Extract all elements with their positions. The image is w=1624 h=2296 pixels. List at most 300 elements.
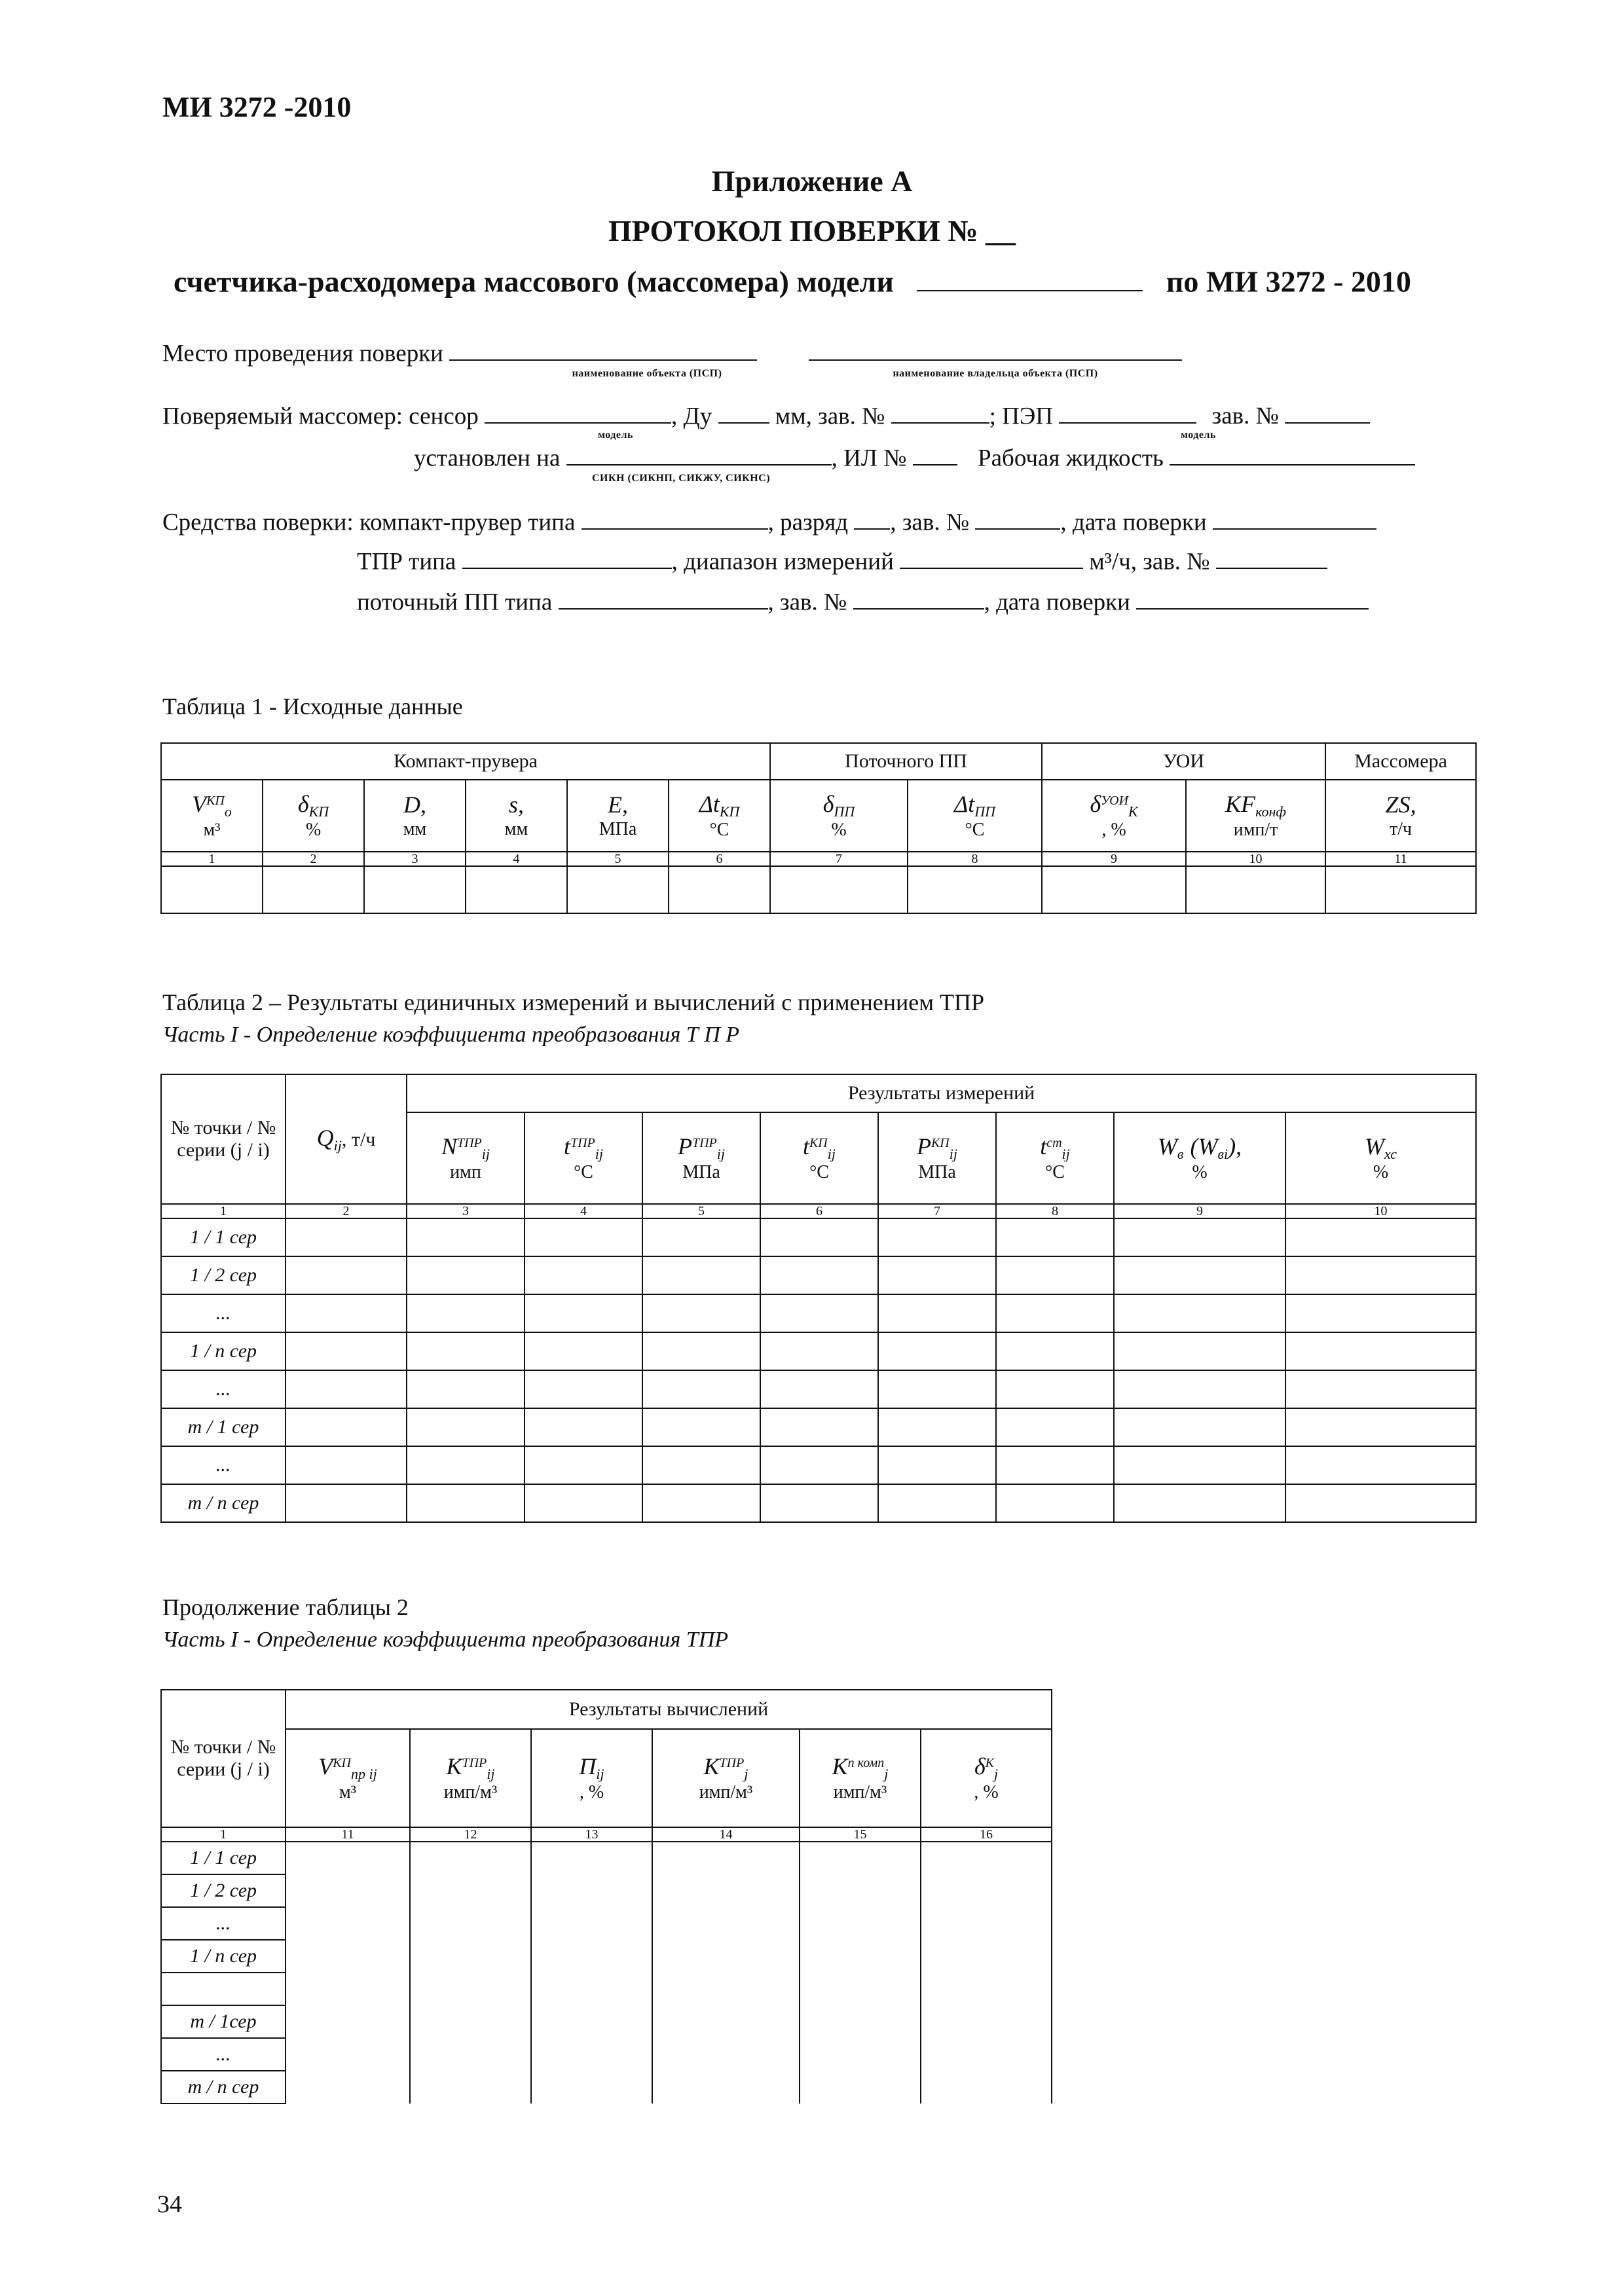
data-cell[interactable] bbox=[286, 1907, 410, 1940]
symbol-letter: P bbox=[917, 1133, 932, 1159]
column-number: 11 bbox=[1325, 852, 1476, 866]
data-cell[interactable] bbox=[878, 1370, 996, 1408]
table-row bbox=[161, 2071, 1052, 2104]
data-cell[interactable] bbox=[800, 2005, 921, 2038]
data-cell[interactable] bbox=[1114, 1256, 1285, 1294]
symbol-letter: KF bbox=[1225, 790, 1256, 817]
column-symbol bbox=[1286, 1133, 1475, 1162]
group-flow-pp: Поточного ПП bbox=[770, 743, 1042, 780]
data-cell[interactable] bbox=[996, 1294, 1114, 1332]
data-cell[interactable] bbox=[996, 1370, 1114, 1408]
column-header bbox=[908, 780, 1042, 852]
column-number: 8 bbox=[908, 852, 1042, 866]
row-label: m / 1сер bbox=[161, 2005, 286, 2038]
symbol-letter: K bbox=[832, 1753, 848, 1779]
data-cell[interactable] bbox=[770, 866, 908, 913]
data-cell[interactable] bbox=[410, 1907, 531, 1940]
column-unit: % bbox=[305, 820, 322, 841]
data-cell[interactable] bbox=[286, 2005, 410, 2038]
data-cell[interactable] bbox=[525, 1408, 642, 1446]
data-cell[interactable] bbox=[1042, 866, 1186, 913]
column-header bbox=[466, 780, 567, 852]
data-cell[interactable] bbox=[410, 1940, 531, 1973]
data-cell[interactable] bbox=[642, 1256, 760, 1294]
data-cell[interactable] bbox=[263, 866, 364, 913]
data-cell[interactable] bbox=[908, 866, 1042, 913]
column-header bbox=[286, 1729, 410, 1827]
data-cell[interactable] bbox=[161, 866, 263, 913]
data-cell[interactable] bbox=[878, 1332, 996, 1370]
range-label: , диапазон измерений bbox=[671, 548, 894, 575]
symbol-superscript: КП bbox=[809, 1135, 828, 1150]
data-cell[interactable] bbox=[567, 866, 669, 913]
grade-blank[interactable] bbox=[854, 507, 890, 530]
column-symbol bbox=[908, 791, 1041, 820]
data-cell[interactable] bbox=[286, 1294, 407, 1332]
column-number: 10 bbox=[1186, 852, 1325, 866]
data-cell[interactable] bbox=[531, 1842, 652, 1874]
date1-label: , дата поверки bbox=[1060, 509, 1207, 536]
range-blank[interactable] bbox=[900, 546, 1083, 569]
column-unit: % bbox=[1192, 1162, 1208, 1183]
symbol-letter: δ bbox=[822, 790, 834, 817]
data-cell[interactable] bbox=[364, 866, 466, 913]
data-cell[interactable] bbox=[410, 1842, 531, 1874]
column-number: 7 bbox=[878, 1204, 996, 1218]
data-cell[interactable] bbox=[652, 1907, 800, 1940]
column-number: 4 bbox=[525, 1204, 642, 1218]
table2 bbox=[160, 1074, 1477, 1523]
data-cell[interactable] bbox=[407, 1218, 525, 1256]
symbol-letter: t bbox=[563, 1133, 570, 1159]
data-cell[interactable] bbox=[642, 1446, 760, 1484]
data-cell[interactable] bbox=[410, 2038, 531, 2071]
data-cell[interactable] bbox=[921, 1973, 1052, 2005]
data-cell[interactable] bbox=[760, 1370, 878, 1408]
installed-line bbox=[414, 443, 1415, 472]
column-unit: т/ч bbox=[1390, 818, 1412, 839]
data-cell[interactable] bbox=[286, 1874, 410, 1907]
column-header bbox=[760, 1112, 878, 1204]
data-cell[interactable] bbox=[525, 1370, 642, 1408]
meter-line bbox=[162, 401, 1370, 430]
symbol-letter: t bbox=[1040, 1133, 1047, 1159]
data-cell[interactable] bbox=[800, 1973, 921, 2005]
data-cell[interactable] bbox=[286, 1973, 410, 2005]
symbol-subscript: ij bbox=[481, 1145, 490, 1162]
column-number: 5 bbox=[567, 852, 669, 866]
data-cell[interactable] bbox=[286, 1484, 407, 1522]
table1 bbox=[160, 742, 1477, 914]
symbol-superscript: КП bbox=[206, 793, 225, 808]
column-unit: мм bbox=[504, 818, 528, 839]
place-label: Место проведения поверки bbox=[162, 340, 443, 367]
table-row bbox=[161, 1370, 1476, 1408]
group-massmeter: Массомера bbox=[1325, 743, 1476, 780]
serial3-label: , зав. № bbox=[890, 509, 970, 536]
column-symbol bbox=[525, 1133, 642, 1162]
data-cell[interactable] bbox=[878, 1484, 996, 1522]
data-cell[interactable] bbox=[531, 1940, 652, 1973]
appendix-title: Приложение А bbox=[711, 164, 913, 198]
symbol-letter: δ bbox=[297, 790, 309, 817]
installed-blank[interactable] bbox=[566, 443, 832, 465]
data-cell[interactable] bbox=[996, 1256, 1114, 1294]
data-cell[interactable] bbox=[760, 1256, 878, 1294]
date2-label: , дата поверки bbox=[984, 589, 1130, 616]
data-cell[interactable] bbox=[1114, 1370, 1285, 1408]
data-cell[interactable] bbox=[652, 1940, 800, 1973]
data-cell[interactable] bbox=[996, 1446, 1114, 1484]
data-cell[interactable] bbox=[800, 1874, 921, 1907]
data-cell[interactable] bbox=[286, 1256, 407, 1294]
data-cell[interactable] bbox=[410, 2005, 531, 2038]
table2-cont-part: Часть I - Определение коэффициента преобразования ТПР bbox=[162, 1628, 729, 1652]
du-label: , Ду bbox=[671, 403, 712, 430]
serial2-blank[interactable] bbox=[1285, 401, 1370, 424]
column-unit: , % bbox=[579, 1782, 604, 1803]
column-header bbox=[410, 1729, 531, 1827]
du-blank[interactable] bbox=[718, 401, 769, 424]
column-symbol bbox=[286, 1753, 409, 1782]
data-cell[interactable] bbox=[407, 1408, 525, 1446]
data-cell[interactable] bbox=[652, 2071, 800, 2104]
flow-label: поточный ПП типа bbox=[357, 589, 553, 616]
il-label: , ИЛ № bbox=[831, 445, 907, 472]
cont-point-header: № точки / № серии (j / i) bbox=[161, 1690, 286, 1827]
sensor-model-blank[interactable] bbox=[485, 401, 671, 424]
data-cell[interactable] bbox=[760, 1446, 878, 1484]
data-cell[interactable] bbox=[642, 1370, 760, 1408]
meter-prefix: счетчика-расходомера массового (массомера) модели bbox=[174, 264, 894, 299]
data-cell[interactable] bbox=[1285, 1332, 1476, 1370]
symbol-letter: δ bbox=[1090, 790, 1101, 817]
model-blank[interactable] bbox=[917, 263, 1143, 291]
table-row bbox=[161, 1940, 1052, 1973]
data-cell[interactable] bbox=[642, 1294, 760, 1332]
data-cell[interactable] bbox=[800, 1842, 921, 1874]
place-line bbox=[162, 338, 1182, 367]
column-number: 2 bbox=[286, 1204, 407, 1218]
pep-model-blank[interactable] bbox=[1059, 401, 1196, 424]
data-cell[interactable] bbox=[286, 1332, 407, 1370]
data-cell[interactable] bbox=[921, 1874, 1052, 1907]
symbol-subscript: ПП bbox=[834, 803, 855, 820]
column-symbol bbox=[879, 1133, 995, 1162]
symbol-subscript: ij bbox=[949, 1145, 957, 1162]
column-number: 15 bbox=[800, 1827, 921, 1842]
data-cell[interactable] bbox=[286, 1446, 407, 1484]
data-cell[interactable] bbox=[800, 2038, 921, 2071]
column-header bbox=[1325, 780, 1476, 852]
data-cell[interactable] bbox=[760, 1294, 878, 1332]
data-cell[interactable] bbox=[800, 2071, 921, 2104]
data-cell[interactable] bbox=[1114, 1294, 1285, 1332]
protocol-title: ПРОТОКОЛ ПОВЕРКИ № __ bbox=[608, 214, 1016, 247]
data-cell[interactable] bbox=[800, 1907, 921, 1940]
serial4-blank[interactable] bbox=[853, 587, 984, 610]
symbol-subscript: ij bbox=[596, 1765, 604, 1782]
data-cell[interactable] bbox=[410, 1874, 531, 1907]
column-symbol bbox=[162, 791, 262, 820]
table2-part: Часть I - Определение коэффициента преобразования Т П Р bbox=[162, 1023, 740, 1047]
data-cell[interactable] bbox=[531, 2038, 652, 2071]
row-label: ... bbox=[161, 1907, 286, 1940]
flow-type-blank[interactable] bbox=[559, 587, 768, 610]
flow-line bbox=[357, 587, 1369, 616]
symbol-extra: (W bbox=[1190, 1133, 1218, 1159]
data-cell[interactable] bbox=[921, 2071, 1052, 2104]
tpr-serial-blank[interactable] bbox=[1216, 546, 1327, 569]
symbol-letter: Δt bbox=[699, 790, 720, 817]
symbol-paren: ), bbox=[1228, 1133, 1242, 1159]
row-label: ... bbox=[161, 2038, 286, 2071]
data-cell[interactable] bbox=[996, 1218, 1114, 1256]
symbol-extra-subscript: вi bbox=[1217, 1145, 1228, 1162]
data-cell[interactable] bbox=[407, 1370, 525, 1408]
data-cell[interactable] bbox=[1325, 866, 1476, 913]
column-header bbox=[525, 1112, 642, 1204]
column-unit: м³ bbox=[339, 1782, 357, 1803]
column-unit: имп/м³ bbox=[443, 1782, 498, 1803]
column-number: 12 bbox=[410, 1827, 531, 1842]
pep-model-caption: модель bbox=[1181, 429, 1216, 441]
data-cell[interactable] bbox=[642, 1332, 760, 1370]
q-symbol: Q bbox=[316, 1124, 334, 1151]
column-number: 7 bbox=[770, 852, 908, 866]
column-symbol bbox=[1043, 791, 1185, 820]
column-symbol bbox=[568, 792, 668, 818]
data-cell[interactable] bbox=[410, 1973, 531, 2005]
column-unit: имп bbox=[450, 1162, 481, 1183]
document-code: МИ 3272 -2010 bbox=[162, 91, 352, 123]
il-blank[interactable] bbox=[913, 443, 957, 465]
data-cell[interactable] bbox=[652, 1842, 800, 1874]
data-cell[interactable] bbox=[407, 1332, 525, 1370]
column-number: 9 bbox=[1042, 852, 1186, 866]
column-number: 1 bbox=[161, 1827, 286, 1842]
calculations-header: Результаты вычислений bbox=[286, 1690, 1052, 1729]
table-row bbox=[161, 1408, 1476, 1446]
data-cell[interactable] bbox=[407, 1256, 525, 1294]
column-header bbox=[1042, 780, 1186, 852]
data-cell[interactable] bbox=[407, 1294, 525, 1332]
data-cell[interactable] bbox=[407, 1484, 525, 1522]
measurements-header: Результаты измерений bbox=[407, 1074, 1476, 1112]
symbol-letter: Δt bbox=[954, 790, 975, 817]
data-cell[interactable] bbox=[996, 1332, 1114, 1370]
data-cell[interactable] bbox=[286, 1218, 407, 1256]
data-cell[interactable] bbox=[466, 866, 567, 913]
data-cell[interactable] bbox=[878, 1256, 996, 1294]
symbol-letter: П bbox=[579, 1753, 597, 1779]
data-cell[interactable] bbox=[525, 1446, 642, 1484]
installed-caption: СИКН (СИКНП, СИКЖУ, СИКНС) bbox=[591, 473, 771, 484]
symbol-superscript: ТПР bbox=[456, 1135, 482, 1150]
column-header bbox=[364, 780, 466, 852]
row-label: ... bbox=[161, 1446, 286, 1484]
symbol-superscript: ст bbox=[1046, 1135, 1062, 1150]
data-cell[interactable] bbox=[800, 1940, 921, 1973]
data-cell[interactable] bbox=[525, 1256, 642, 1294]
column-symbol bbox=[411, 1753, 530, 1782]
table-row bbox=[161, 1332, 1476, 1370]
data-cell[interactable] bbox=[407, 1446, 525, 1484]
data-cell[interactable] bbox=[1285, 1218, 1476, 1256]
symbol-subscript: К bbox=[1128, 803, 1138, 820]
data-cell[interactable] bbox=[286, 1408, 407, 1446]
symbol-subscript: в bbox=[1177, 1145, 1184, 1162]
serial1-blank[interactable] bbox=[891, 401, 989, 424]
data-cell[interactable] bbox=[996, 1408, 1114, 1446]
column-unit: МПа bbox=[918, 1162, 956, 1183]
table1-caption: Таблица 1 - Исходные данные bbox=[162, 693, 463, 720]
data-cell[interactable] bbox=[921, 2005, 1052, 2038]
data-cell[interactable] bbox=[921, 1940, 1052, 1973]
data-cell[interactable] bbox=[1285, 1446, 1476, 1484]
data-cell[interactable] bbox=[878, 1294, 996, 1332]
row-label: 1 / n сер bbox=[161, 1940, 286, 1973]
symbol-letter: δ bbox=[974, 1753, 986, 1779]
row-label: 1 / n сер bbox=[161, 1332, 286, 1370]
data-cell[interactable] bbox=[531, 2071, 652, 2104]
column-header bbox=[1186, 780, 1325, 852]
data-cell[interactable] bbox=[1114, 1332, 1285, 1370]
data-cell[interactable] bbox=[531, 1874, 652, 1907]
data-cell[interactable] bbox=[531, 1907, 652, 1940]
data-cell[interactable] bbox=[286, 2038, 410, 2071]
prover-type-blank[interactable] bbox=[581, 507, 768, 530]
data-cell[interactable] bbox=[760, 1408, 878, 1446]
data-cell[interactable] bbox=[525, 1294, 642, 1332]
column-number: 9 bbox=[1114, 1204, 1285, 1218]
data-cell[interactable] bbox=[642, 1484, 760, 1522]
data-cell[interactable] bbox=[760, 1332, 878, 1370]
mm-label: мм, bbox=[775, 403, 812, 430]
date1-blank[interactable] bbox=[1213, 507, 1376, 530]
table-row bbox=[161, 2005, 1052, 2038]
column-unit: % bbox=[1373, 1162, 1389, 1183]
column-header bbox=[161, 780, 263, 852]
column-number: 3 bbox=[407, 1204, 525, 1218]
data-cell[interactable] bbox=[1114, 1408, 1285, 1446]
data-cell[interactable] bbox=[1285, 1256, 1476, 1294]
data-cell[interactable] bbox=[1285, 1408, 1476, 1446]
data-cell[interactable] bbox=[652, 2005, 800, 2038]
data-cell[interactable] bbox=[996, 1484, 1114, 1522]
data-cell[interactable] bbox=[525, 1332, 642, 1370]
symbol-letter: t bbox=[803, 1133, 810, 1159]
data-cell[interactable] bbox=[878, 1446, 996, 1484]
data-cell[interactable] bbox=[921, 2038, 1052, 2071]
symbol-letter: W bbox=[1157, 1133, 1177, 1159]
pep-label: ; ПЭП bbox=[989, 403, 1054, 430]
fluid-blank[interactable] bbox=[1170, 443, 1415, 465]
table-row bbox=[161, 1218, 1476, 1256]
data-cell[interactable] bbox=[652, 1973, 800, 2005]
data-cell[interactable] bbox=[531, 2005, 652, 2038]
column-header bbox=[567, 780, 669, 852]
data-cell[interactable] bbox=[286, 2071, 410, 2104]
page-number: 34 bbox=[157, 2191, 182, 2218]
data-cell[interactable] bbox=[286, 1370, 407, 1408]
data-cell[interactable] bbox=[760, 1218, 878, 1256]
place-object-blank[interactable] bbox=[449, 338, 757, 361]
symbol-letter: N bbox=[441, 1133, 457, 1159]
date2-blank[interactable] bbox=[1136, 587, 1369, 610]
column-number: 8 bbox=[996, 1204, 1114, 1218]
data-cell[interactable] bbox=[921, 1907, 1052, 1940]
data-cell[interactable] bbox=[1285, 1484, 1476, 1522]
data-cell[interactable] bbox=[878, 1218, 996, 1256]
range-unit: м³/ч, зав. № bbox=[1089, 548, 1210, 575]
table-row bbox=[161, 1973, 1052, 2005]
data-cell[interactable] bbox=[669, 866, 770, 913]
group-prover: Компакт-прувера bbox=[161, 743, 770, 780]
place-owner-blank[interactable] bbox=[809, 338, 1182, 361]
symbol-letter: ZS, bbox=[1385, 792, 1416, 818]
data-cell[interactable] bbox=[531, 1973, 652, 2005]
column-symbol bbox=[1326, 792, 1475, 818]
meter-label: Поверяемый массомер: сенсор bbox=[162, 403, 479, 430]
row-label: m / 1 сер bbox=[161, 1408, 286, 1446]
data-cell[interactable] bbox=[878, 1408, 996, 1446]
symbol-subscript: j bbox=[993, 1765, 999, 1782]
column-number: 16 bbox=[921, 1827, 1052, 1842]
data-cell[interactable] bbox=[1114, 1218, 1285, 1256]
column-number: 5 bbox=[642, 1204, 760, 1218]
data-cell[interactable] bbox=[1285, 1294, 1476, 1332]
data-cell[interactable] bbox=[1114, 1446, 1285, 1484]
column-number: 4 bbox=[466, 852, 567, 866]
symbol-letter: s, bbox=[508, 792, 524, 818]
data-cell[interactable] bbox=[286, 1842, 410, 1874]
data-cell[interactable] bbox=[760, 1484, 878, 1522]
place-object-caption: наименование объекта (ПСП) bbox=[572, 368, 722, 379]
column-header bbox=[1114, 1112, 1285, 1204]
fluid-label: Рабочая жидкость bbox=[978, 445, 1164, 472]
column-number: 2 bbox=[263, 852, 364, 866]
data-cell[interactable] bbox=[1114, 1484, 1285, 1522]
column-header bbox=[1285, 1112, 1476, 1204]
row-label: m / n сер bbox=[161, 2071, 286, 2104]
column-number: 11 bbox=[286, 1827, 410, 1842]
tpr-type-blank[interactable] bbox=[462, 546, 672, 569]
data-cell[interactable] bbox=[1186, 866, 1325, 913]
data-cell[interactable] bbox=[642, 1408, 760, 1446]
data-cell[interactable] bbox=[410, 2071, 531, 2104]
symbol-letter: K bbox=[703, 1753, 720, 1779]
column-unit: мм bbox=[403, 818, 427, 839]
data-cell[interactable] bbox=[652, 1874, 800, 1907]
serial1-label: зав. № bbox=[818, 403, 885, 430]
data-cell[interactable] bbox=[525, 1218, 642, 1256]
data-cell[interactable] bbox=[1285, 1370, 1476, 1408]
column-symbol bbox=[643, 1133, 760, 1162]
table-row bbox=[161, 1256, 1476, 1294]
data-cell[interactable] bbox=[652, 2038, 800, 2071]
symbol-superscript: УОИ bbox=[1101, 793, 1129, 808]
data-cell[interactable] bbox=[642, 1218, 760, 1256]
serial3-blank[interactable] bbox=[975, 507, 1060, 530]
column-symbol bbox=[771, 791, 907, 820]
column-symbol bbox=[466, 792, 566, 818]
column-header bbox=[652, 1729, 800, 1827]
data-cell[interactable] bbox=[525, 1484, 642, 1522]
data-cell[interactable] bbox=[286, 1940, 410, 1973]
column-symbol bbox=[407, 1133, 524, 1162]
data-cell[interactable] bbox=[921, 1842, 1052, 1874]
